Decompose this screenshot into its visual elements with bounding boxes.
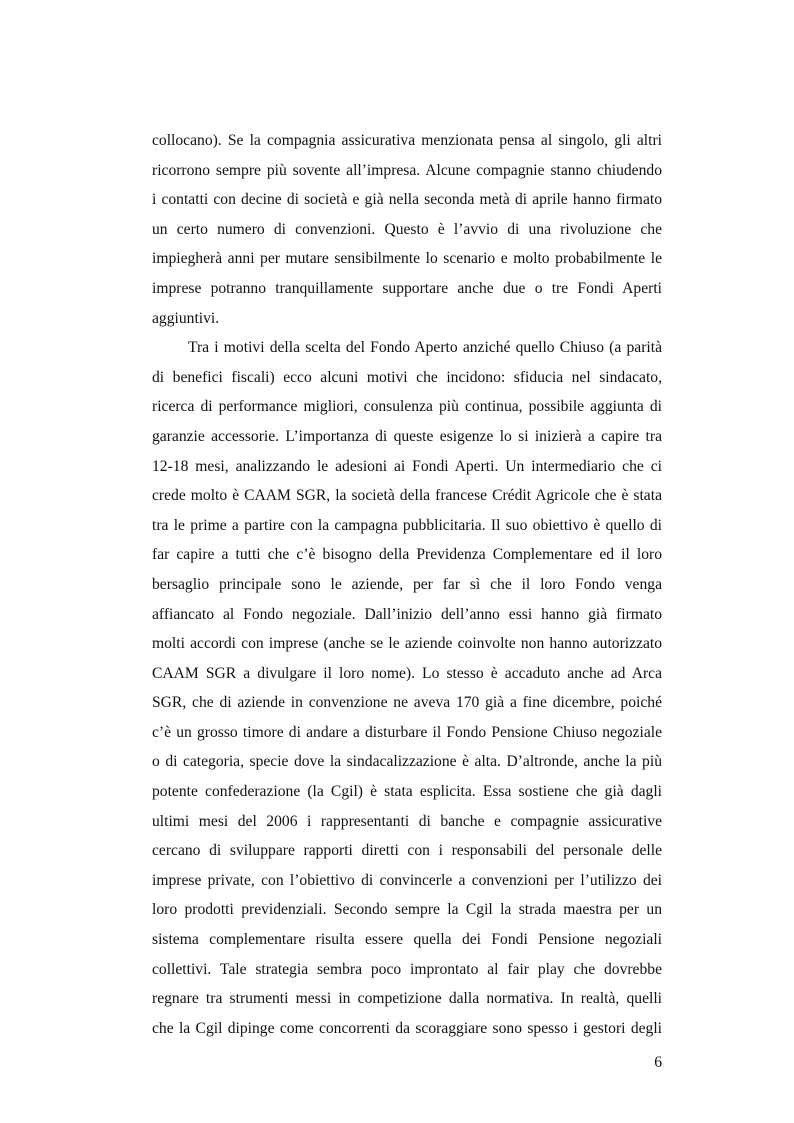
text-line: o di categoria, specie dove la sindacalizzazione è alta. D’altronde, anche la più bbox=[152, 753, 662, 771]
text-line: ultimi mesi del 2006 i rappresentanti di banche e compagnie assicurative bbox=[152, 812, 662, 830]
text-line: imprese potranno tranquillamente supportare anche due o tre Fondi Aperti bbox=[152, 279, 662, 297]
text-line: SGR, che di aziende in convenzione ne aveva 170 già a fine dicembre, poiché bbox=[152, 694, 662, 712]
text-line: c’è un grosso timore di andare a disturbare il Fondo Pensione Chiuso negoziale bbox=[152, 723, 662, 741]
text-line: bersaglio principale sono le aziende, per far sì che il loro Fondo venga bbox=[152, 575, 662, 593]
text-line: di benefici fiscali) ecco alcuni motivi che incidono: sfiducia nel sindacato, bbox=[152, 368, 662, 386]
text-line: sistema complementare risulta essere quella dei Fondi Pensione negoziali bbox=[152, 931, 662, 949]
text-line: 12-18 mesi, analizzando le adesioni ai Fondi Aperti. Un intermediario che ci bbox=[152, 457, 662, 475]
text-line: collocano). Se la compagnia assicurativa menzionata pensa al singolo, gli altri bbox=[152, 132, 662, 149]
text-line: garanzie accessorie. L’importanza di queste esigenze lo si inizierà a capire tra bbox=[152, 427, 662, 445]
text-line: aggiuntivi. bbox=[152, 309, 220, 327]
text-line: CAAM SGR a divulgare il loro nome). Lo stesso è accaduto anche ad Arca bbox=[152, 664, 662, 682]
text-line: molti accordi con imprese (anche se le aziende coinvolte non hanno autorizzato bbox=[152, 635, 662, 653]
text-line: regnare tra strumenti messi in competizione dalla normativa. In realtà, quelli bbox=[152, 990, 662, 1008]
text-line: far capire a tutti che c’è bisogno della Previdenza Complementare ed il loro bbox=[152, 546, 662, 564]
text-line: potente confederazione (la Cgil) è stata esplicita. Essa sostiene che già dagli bbox=[152, 783, 662, 801]
text-line: che la Cgil dipinge come concorrenti da scoraggiare sono spesso i gestori degli bbox=[152, 1019, 662, 1037]
text-line: affiancato al Fondo negoziale. Dall’inizio dell’anno essi hanno già firmato bbox=[152, 605, 662, 623]
text-line: loro prodotti previdenziali. Secondo sempre la Cgil la strada maestra per un bbox=[152, 901, 662, 919]
text-line: crede molto è CAAM SGR, la società della francese Crédit Agricole che è stata bbox=[152, 487, 662, 505]
text-line: tra le prime a partire con la campagna pubblicitaria. Il suo obiettivo è quello di bbox=[152, 516, 662, 534]
paragraph bbox=[152, 333, 662, 1043]
text-line: ricorrono sempre più sovente all’impresa. Alcune compagnie stanno chiudendo bbox=[152, 161, 662, 179]
text-line: un certo numero di convenzioni. Questo è l’avvio di una rivoluzione che bbox=[152, 220, 662, 238]
text-line: cercano di sviluppare rapporti diretti con i responsabili del personale delle bbox=[152, 842, 662, 860]
text-line: Tra i motivi della scelta del Fondo Aperto anziché quello Chiuso (a parità bbox=[188, 339, 662, 357]
body-text bbox=[152, 126, 662, 1043]
paragraph bbox=[152, 126, 662, 333]
text-line: ricerca di performance migliori, consulenza più continua, possibile aggiunta di bbox=[152, 398, 662, 416]
text-line: collettivi. Tale strategia sembra poco improntato al fair play che dovrebbe bbox=[152, 960, 662, 978]
text-line: imprese private, con l’obiettivo di convincerle a convenzioni per l’utilizzo dei bbox=[152, 871, 662, 889]
text-line: i contatti con decine di società e già nella seconda metà di aprile hanno firmato bbox=[152, 191, 662, 209]
page-number: 6 bbox=[654, 1054, 662, 1071]
text-line: impiegherà anni per mutare sensibilmente lo scenario e molto probabilmente le bbox=[152, 250, 662, 268]
